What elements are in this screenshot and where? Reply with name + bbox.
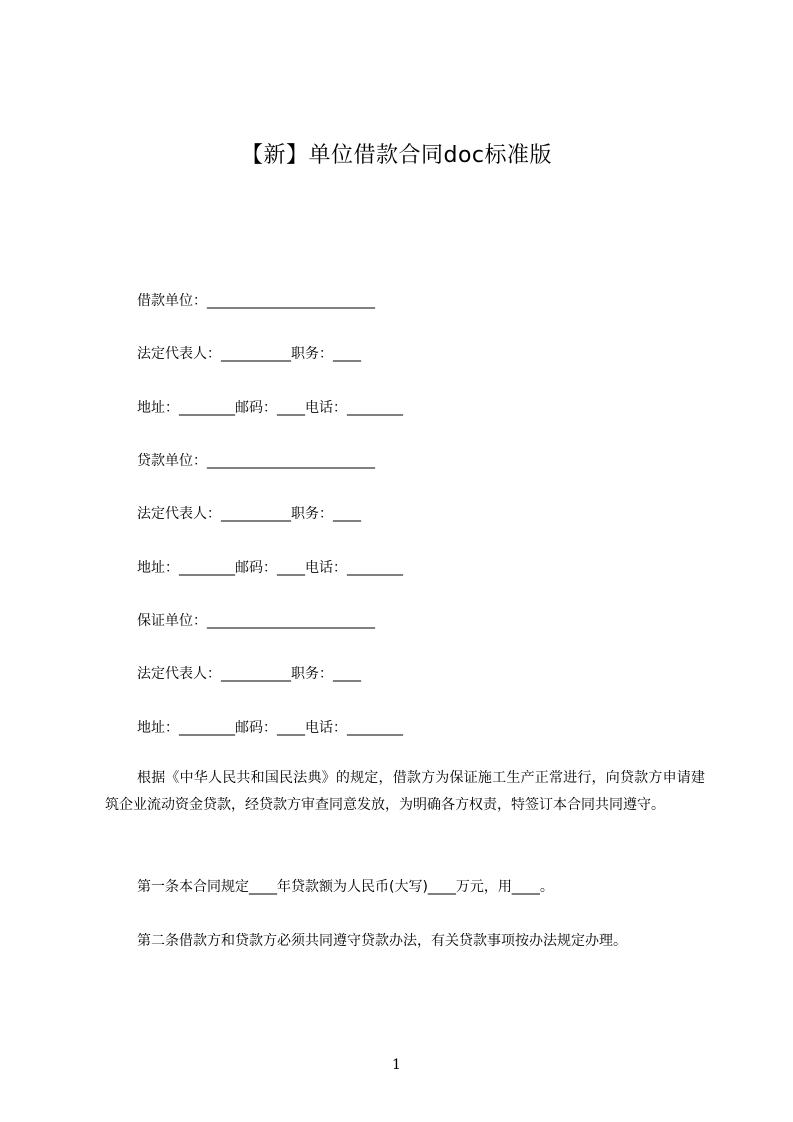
article-2-paragraph: 第二条借款方和贷款方必须共同遵守贷款办法，有关贷款事项按办法规定办理。 xyxy=(137,933,627,949)
article-1-paragraph: 第一条本合同规定____年贷款额为人民币(大写)____万元，用____。 xyxy=(137,879,554,895)
borrower-unit-field: 借款单位：________________________ xyxy=(137,293,375,309)
lender-unit-field: 贷款单位：________________________ xyxy=(137,453,375,469)
document-title: 【新】单位借款合同doc标准版 xyxy=(240,143,553,168)
lender-legal-rep-field: 法定代表人：__________职务：____ xyxy=(137,506,361,522)
guarantor-address-field: 地址：________邮码：____电话：________ xyxy=(137,720,403,736)
guarantor-legal-rep-field: 法定代表人：__________职务：____ xyxy=(137,666,361,682)
borrower-legal-rep-field: 法定代表人：__________职务：____ xyxy=(137,346,361,362)
preamble-paragraph: 根据《中华人民共和国民法典》的规定，借款方为保证施工生产正常进行，向贷款方申请建筑企业流动资金贷款，经贷款方审查同意发放，为明确各方权责，特签订本合同共同遵守。 xyxy=(105,770,705,813)
guarantor-unit-field: 保证单位：________________________ xyxy=(137,613,375,629)
page-number: 1 xyxy=(392,1057,401,1073)
borrower-address-field: 地址：________邮码：____电话：________ xyxy=(137,400,403,416)
lender-address-field: 地址：________邮码：____电话：________ xyxy=(137,560,403,576)
